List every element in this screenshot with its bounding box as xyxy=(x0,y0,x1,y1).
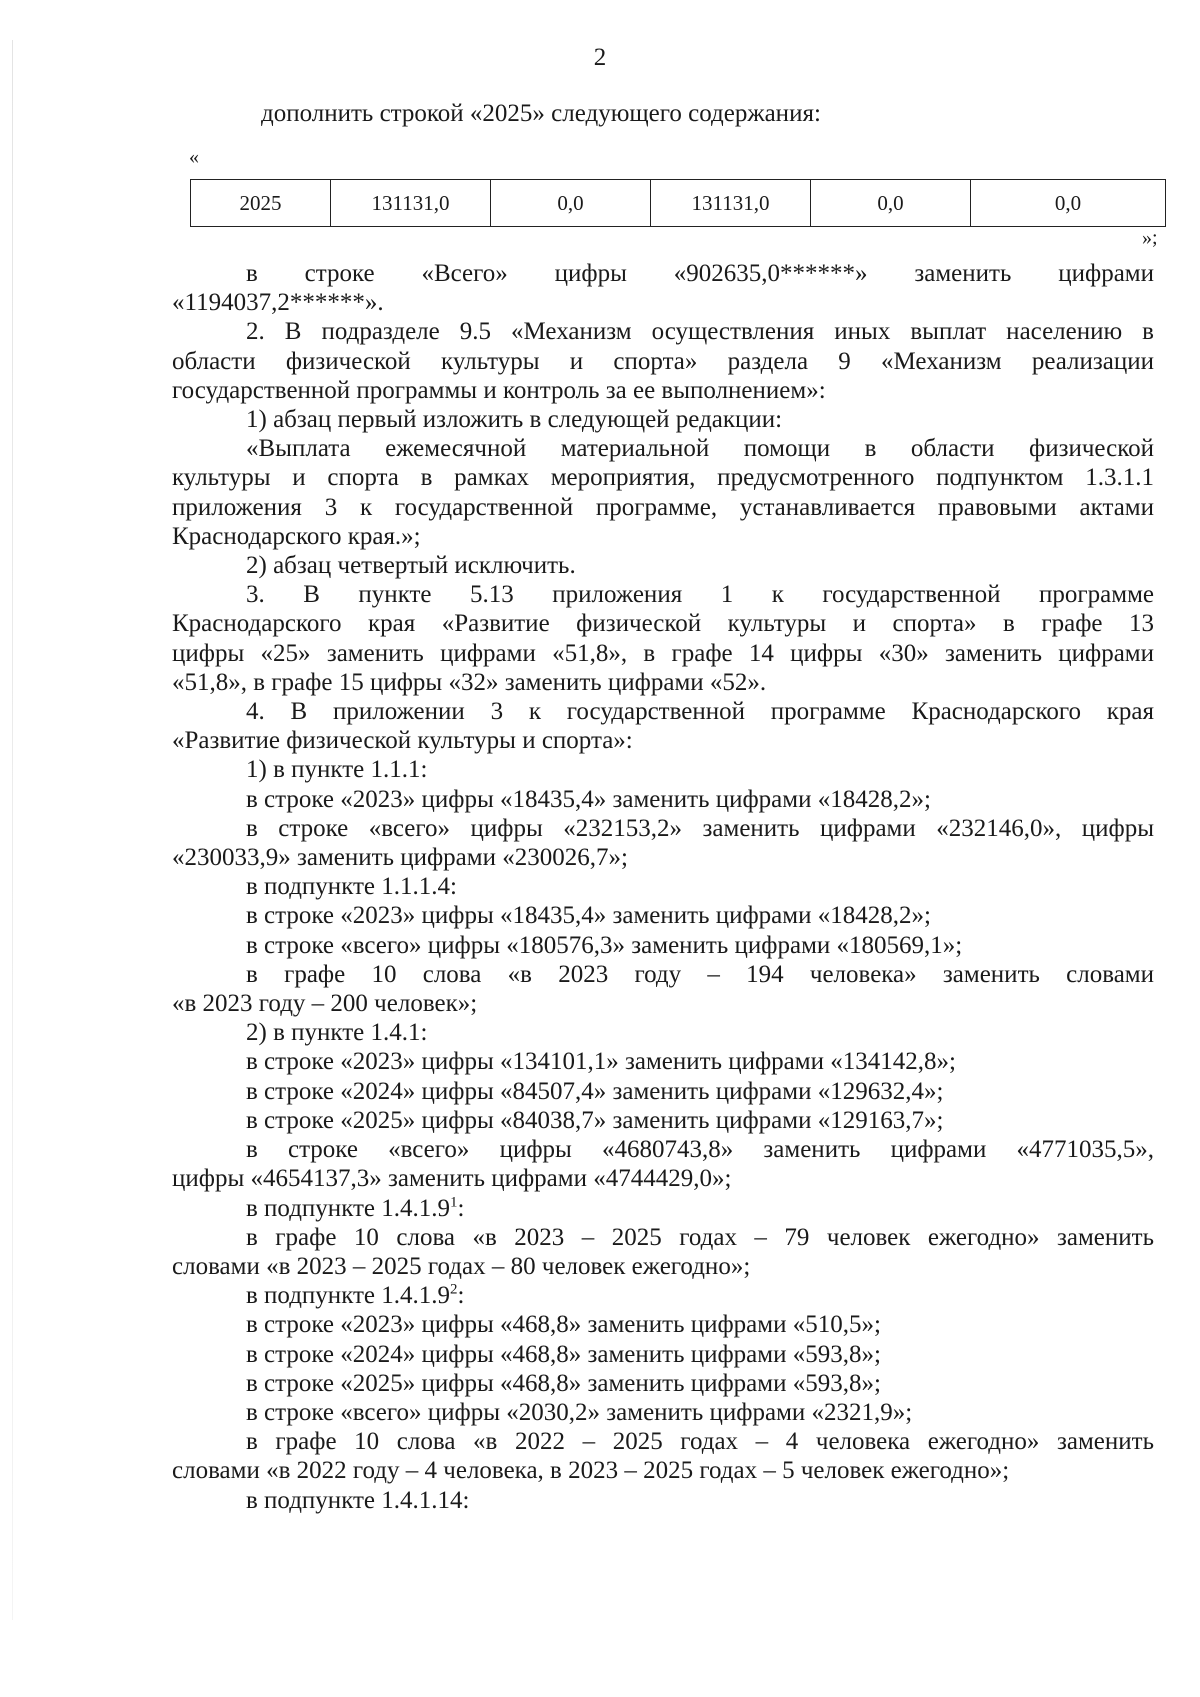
text-line: 1) абзац первый изложить в следующей редакции: xyxy=(246,406,783,434)
superscript: 2 xyxy=(450,1281,458,1298)
page-number: 2 xyxy=(593,44,607,71)
text-line: в подпункте 1.1.1.4: xyxy=(246,873,457,901)
text-line: приложения 3 к государственной программе, устанавливается правовыми актами xyxy=(172,493,1154,521)
superscript: 1 xyxy=(450,1194,458,1211)
text-line: «Развитие физической культуры и спорта»: xyxy=(172,727,633,755)
text-line: «Выплата ежемесячной материальной помощи в области физической xyxy=(246,435,1154,463)
text-line: «в 2023 году – 200 человек»; xyxy=(172,990,478,1018)
subpoint-label: в подпункте 1.4.1.9 xyxy=(246,1282,451,1310)
subpoint-label: в подпункте 1.4.1.9 xyxy=(246,1194,451,1222)
text-line: 4. В приложении 3 к государственной программе Краснодарского края xyxy=(246,698,1154,726)
text-line: Краснодарского края.»; xyxy=(172,522,421,550)
document-body xyxy=(172,259,1154,1515)
table-cell: 0,0 xyxy=(971,180,1166,227)
intro-line: дополнить строкой «2025» следующего содержания: xyxy=(261,100,821,127)
text-line: в строке «2023» цифры «468,8» заменить цифрами «510,5»; xyxy=(246,1311,881,1339)
text-line: 3. В пункте 5.13 приложения 1 к государственной программе xyxy=(246,581,1154,609)
text-line: в графе 10 слова «в 2022 – 2025 годах – 4 человека ежегодно» заменить xyxy=(246,1428,1154,1456)
text-line xyxy=(172,1194,1154,1223)
text-line: «51,8», в графе 15 цифры «32» заменить цифрами «52». xyxy=(172,668,767,696)
table-cell: 131131,0 xyxy=(331,180,491,227)
text-line: в подпункте 1.4.1.14: xyxy=(246,1486,470,1514)
table-cell-year: 2025 xyxy=(191,180,331,227)
text-line: 2) в пункте 1.4.1: xyxy=(246,1019,428,1047)
line-colon: : xyxy=(457,1282,465,1310)
text-line: Краснодарского края «Развитие физической культуры и спорта» в графе 13 xyxy=(172,610,1154,638)
text-line: «1194037,2******». xyxy=(172,289,384,317)
table-cell: 0,0 xyxy=(491,180,651,227)
text-line: в строке «2025» цифры «84038,7» заменить цифрами «129163,7»; xyxy=(246,1106,944,1134)
table-cell: 0,0 xyxy=(811,180,971,227)
table-open-quote: « xyxy=(189,146,199,168)
text-line: в строке «всего» цифры «232153,2» заменить цифрами «232146,0», цифры xyxy=(246,814,1154,842)
text-line: в строке «всего» цифры «4680743,8» заменить цифрами «4771035,5», xyxy=(246,1136,1154,1164)
text-line: в строке «2024» цифры «84507,4» заменить цифрами «129632,4»; xyxy=(246,1077,944,1105)
text-line: области физической культуры и спорта» раздела 9 «Механизм реализации xyxy=(172,347,1154,375)
year-2025-table xyxy=(190,179,1166,227)
text-line: в строке «Всего» цифры «902635,0******» заменить цифрами xyxy=(246,260,1154,287)
text-line: словами «в 2023 – 2025 годах – 80 человек ежегодно»; xyxy=(172,1252,751,1280)
text-line: в графе 10 слова «в 2023 – 2025 годах – 79 человек ежегодно» заменить xyxy=(246,1223,1154,1251)
text-line: словами «в 2022 году – 4 человека, в 2023 – 2025 годах – 5 человек ежегодно»; xyxy=(172,1457,1010,1485)
text-line: в строке «всего» цифры «2030,2» заменить цифрами «2321,9»; xyxy=(246,1398,913,1426)
text-line: в строке «2024» цифры «468,8» заменить цифрами «593,8»; xyxy=(246,1340,881,1368)
table-close-quote: »; xyxy=(1142,227,1158,249)
text-line: 2) абзац четвертый исключить. xyxy=(246,552,576,580)
table-row xyxy=(191,180,1166,227)
line-colon: : xyxy=(457,1194,465,1222)
text-line: государственной программы и контроль за ее выполнением»: xyxy=(172,376,826,404)
text-line: культуры и спорта в рамках мероприятия, предусмотренного подпунктом 1.3.1.1 xyxy=(172,464,1154,492)
text-line: в графе 10 слова «в 2023 году – 194 человека» заменить словами xyxy=(246,960,1154,988)
text-line: цифры «25» заменить цифрами «51,8», в графе 14 цифры «30» заменить цифрами xyxy=(172,639,1154,667)
table-cell: 131131,0 xyxy=(651,180,811,227)
text-line: в строке «2023» цифры «18435,4» заменить цифрами «18428,2»; xyxy=(246,785,931,813)
text-line: в строке «2025» цифры «468,8» заменить цифрами «593,8»; xyxy=(246,1369,881,1397)
text-line: цифры «4654137,3» заменить цифрами «4744429,0»; xyxy=(172,1165,732,1193)
text-line: 1) в пункте 1.1.1: xyxy=(246,756,428,784)
text-line: «230033,9» заменить цифрами «230026,7»; xyxy=(172,844,628,872)
text-line: в строке «2023» цифры «134101,1» заменить цифрами «134142,8»; xyxy=(246,1048,956,1076)
text-line xyxy=(172,1281,1154,1310)
text-line: 2. В подразделе 9.5 «Механизм осуществления иных выплат населению в xyxy=(246,318,1154,346)
scan-edge-mark xyxy=(12,40,13,1620)
text-line: в строке «2023» цифры «18435,4» заменить цифрами «18428,2»; xyxy=(246,902,931,930)
text-line: в строке «всего» цифры «180576,3» заменить цифрами «180569,1»; xyxy=(246,931,963,959)
